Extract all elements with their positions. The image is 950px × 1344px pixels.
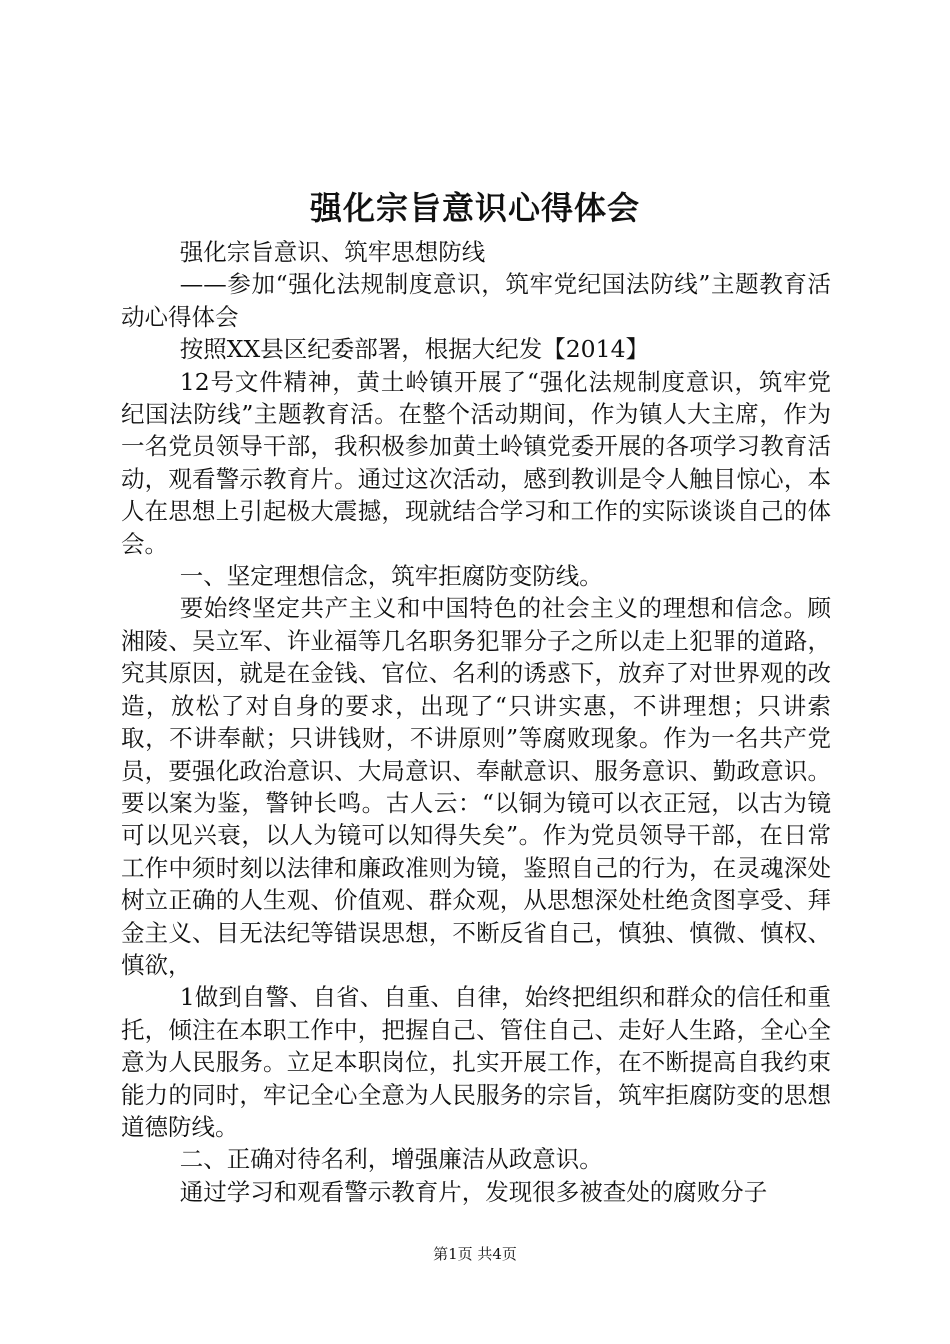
paragraph-section-1-continued: 1做到自警、自省、自重、自律，始终把组织和群众的信任和重托，倾注在本职工作中，把握自己、管住自己、走好人生路，全心全意为人民服务。立足本职岗位，扎实开展工作，在不断提高自我约束能力的同时，牢记全心全意为人民服务的宗旨，筑牢拒腐防变的思想道德防线。 [121, 983, 831, 1141]
paragraph-activity-name: ——参加“强化法规制度意识，筑牢党纪国法防线”主题教育活动心得体会 [121, 270, 831, 331]
paragraph-subtitle: 强化宗旨意识、筑牢思想防线 [179, 238, 486, 266]
paragraph-intro: 12号文件精神，黄土岭镇开展了“强化法规制度意识，筑牢党纪国法防线”主题教育活。在整个活动期间，作为镇人大主席，作为一名党员领导干部，我积极参加黄土岭镇党委开展的各项学习教育活动，观看警示教育片。通过这次活动，感到教训是令人触目惊心，本人在思想上引起极大震撼，现就结合学习和工作的实际谈谈自己的体会。 [121, 367, 831, 558]
document-title: 强化宗旨意识心得体会 [309, 189, 640, 227]
paragraph-section-1-body: 要始终坚定共产主义和中国特色的社会主义的理想和信念。顾湘陵、吴立军、许业福等几名职务犯罪分子之所以走上犯罪的道路，究其原因，就是在金钱、官位、名利的诱惑下，放弃了对世界观的改造，放松了对自身的要求，出现了“只讲实惠，不讲理想；只讲索取，不讲奉献；只讲钱财，不讲原则”等腐败现象。作为一名共产党员，要强化政治意识、大局意识、奉献意识、服务意识、勤政意识。要以案为鉴，警钟长鸣。古人云：“以铜为镜可以衣正冠，以古为镜可以见兴衰，以人为镜可以知得失矣”。作为党员领导干部，在日常工作中须时刻以法律和廉政准则为镜，鉴照自己的行为，在灵魂深处树立正确的人生观、价值观、群众观，从思想深处杜绝贪图享受、拜金主义、目无法纪等错误思想，不断反省自己，慎独、慎微、慎权、慎欲， [121, 594, 831, 979]
paragraph-section-2-body: 通过学习和观看警示教育片，发现很多被查处的腐败分子 [179, 1177, 768, 1206]
document-body [121, 236, 831, 1208]
paragraph-basis: 按照XX县区纪委部署，根据大纪发【2014】 [179, 335, 650, 364]
page-number-footer: 第1页 共4页 [433, 1245, 517, 1263]
section-heading-1: 一、坚定理想信念，筑牢拒腐防变防线。 [179, 562, 603, 591]
section-heading-2: 二、正确对待名利，增强廉洁从政意识。 [179, 1145, 603, 1174]
